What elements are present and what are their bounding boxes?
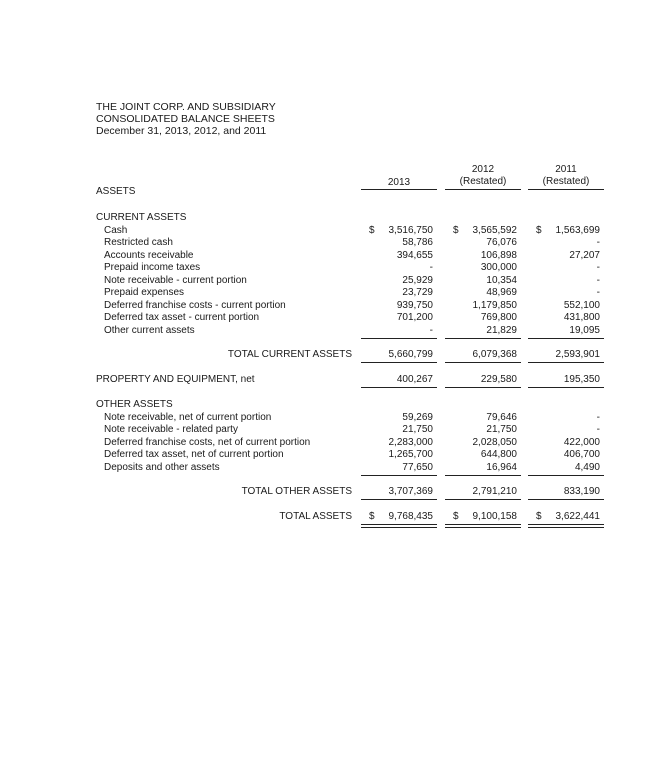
- subtotal-rule: [445, 338, 521, 339]
- row-label-restricted-cash: Restricted cash: [104, 237, 173, 248]
- value-cell: $ 3,565,592: [453, 224, 517, 236]
- value-cell: 406,700: [563, 449, 600, 460]
- value-cell: 79,646: [486, 411, 517, 423]
- row-label-other-current-assets: Other current assets: [104, 324, 195, 336]
- current-assets-values-2012: [445, 225, 521, 338]
- value-cell: 2,028,050: [472, 436, 517, 448]
- column-header-2011: [528, 164, 604, 188]
- double-underline: [445, 524, 521, 528]
- value-cell: 701,200: [396, 312, 433, 323]
- property-equipment-2011: 195,350: [563, 374, 600, 385]
- value-cell: 19,095: [569, 324, 600, 336]
- row-label-accounts-receivable: Accounts receivable: [104, 249, 194, 261]
- value-cell: 21,750: [402, 424, 433, 435]
- value-cell: 25,929: [402, 274, 433, 286]
- subtotal-rule: [528, 338, 604, 339]
- value-cell: 4,490: [574, 461, 600, 473]
- value-cell: 21,750: [486, 424, 517, 435]
- value-cell: 939,750: [396, 299, 433, 311]
- value-cell: $ 3,516,750: [369, 224, 433, 236]
- row-label-deferred-tax-noncurrent: Deferred tax asset, net of current portion: [104, 449, 284, 460]
- company-name: THE JOINT CORP. AND SUBSIDIARY: [96, 101, 276, 113]
- column-year: 2011: [555, 164, 577, 175]
- property-equipment-2012: 229,580: [480, 374, 517, 385]
- value-cell: 422,000: [563, 436, 600, 448]
- value-cell: 23,729: [402, 287, 433, 298]
- column-year: 2012: [471, 164, 495, 175]
- total-rule: [361, 362, 437, 363]
- row-label-cash: Cash: [104, 224, 128, 236]
- value-cell: 10,354: [486, 274, 517, 286]
- row-label-prepaid-income-taxes: Prepaid income taxes: [104, 262, 201, 273]
- assets-heading: ASSETS: [96, 186, 136, 197]
- total-rule: [528, 362, 604, 363]
- double-underline: [528, 524, 604, 528]
- currency-symbol: $: [453, 511, 459, 522]
- total-assets-label: TOTAL ASSETS: [279, 511, 352, 522]
- total-rule: [528, 387, 604, 388]
- row-label-note-receivable-current: Note receivable - current portion: [104, 274, 247, 286]
- current-assets-values-2013: [361, 225, 437, 338]
- property-equipment-label: PROPERTY AND EQUIPMENT, net: [96, 374, 255, 385]
- current-assets-heading: CURRENT ASSETS: [96, 212, 187, 223]
- value-cell: 552,100: [563, 299, 600, 311]
- row-label-note-receivable-related: Note receivable - related party: [104, 424, 238, 435]
- header-rule: [445, 189, 521, 190]
- value-cell: 431,800: [563, 312, 600, 323]
- total-other-assets-label: TOTAL OTHER ASSETS: [241, 486, 352, 497]
- value-cell: 1,265,700: [388, 449, 433, 460]
- statement-title: CONSOLIDATED BALANCE SHEETS: [96, 113, 275, 125]
- value-cell: $ 1,563,699: [536, 224, 600, 236]
- row-label-prepaid-expenses: Prepaid expenses: [104, 287, 185, 298]
- row-label-deferred-franchise-noncurrent: Deferred franchise costs, net of current portion: [104, 436, 311, 448]
- total-other-assets-2013: 3,707,369: [388, 486, 433, 497]
- value-cell: -: [429, 262, 433, 273]
- currency-symbol: $: [453, 224, 459, 236]
- value-cell: 394,655: [396, 249, 433, 261]
- subtotal-rule: [361, 475, 437, 476]
- value-cell: 1,179,850: [472, 299, 517, 311]
- header-rule: [528, 189, 604, 190]
- row-label-deferred-franchise-current: Deferred franchise costs - current portion: [104, 299, 286, 311]
- value-cell: -: [596, 287, 600, 298]
- total-other-assets-2012: 2,791,210: [472, 486, 517, 497]
- total-current-assets-2013: 5,660,799: [388, 349, 433, 360]
- total-assets-2011: $ 3,622,441: [536, 511, 600, 522]
- value-cell: 76,076: [486, 237, 517, 248]
- value-cell: 58,786: [402, 237, 433, 248]
- currency-symbol: $: [536, 511, 542, 522]
- value-cell: 27,207: [569, 249, 600, 261]
- column-year: 2013: [387, 177, 411, 188]
- value-cell: 59,269: [402, 411, 433, 423]
- row-label-deferred-tax-current: Deferred tax asset - current portion: [104, 312, 260, 323]
- total-rule: [361, 387, 437, 388]
- row-label-note-receivable-noncurrent: Note receivable, net of current portion: [104, 411, 272, 423]
- value-cell: -: [596, 237, 600, 248]
- column-header-2013: [361, 177, 437, 189]
- total-rule: [445, 499, 521, 500]
- currency-symbol: $: [369, 224, 375, 236]
- currency-symbol: $: [536, 224, 542, 236]
- value-cell: 16,964: [486, 461, 517, 473]
- value-cell: 2,283,000: [388, 436, 433, 448]
- value-cell: 106,898: [480, 249, 517, 261]
- value-cell: 77,650: [402, 461, 433, 473]
- total-assets-2013: $ 9,768,435: [369, 511, 433, 522]
- value-cell: -: [596, 262, 600, 273]
- value-cell: 48,969: [486, 287, 517, 298]
- total-rule: [528, 499, 604, 500]
- value-cell: 769,800: [480, 312, 517, 323]
- total-rule: [445, 387, 521, 388]
- subtotal-rule: [445, 475, 521, 476]
- column-note: (Restated): [542, 176, 590, 187]
- value-cell: -: [596, 424, 600, 435]
- value-cell: 644,800: [480, 449, 517, 460]
- row-label-deposits-other: Deposits and other assets: [104, 461, 220, 473]
- subtotal-rule: [361, 338, 437, 339]
- currency-symbol: $: [369, 511, 375, 522]
- total-current-assets-2011: 2,593,901: [555, 349, 600, 360]
- other-assets-values-2013: [361, 412, 437, 475]
- value-cell: 300,000: [480, 262, 517, 273]
- other-assets-values-2011: [528, 412, 604, 475]
- current-assets-values-2011: [528, 225, 604, 338]
- total-assets-2012: $ 9,100,158: [453, 511, 517, 522]
- total-current-assets-label: TOTAL CURRENT ASSETS: [227, 349, 352, 360]
- subtotal-rule: [528, 475, 604, 476]
- value-cell: -: [596, 411, 600, 423]
- statement-period: December 31, 2013, 2012, and 2011: [96, 125, 267, 137]
- value-cell: 21,829: [486, 324, 517, 336]
- other-assets-values-2012: [445, 412, 521, 475]
- total-rule: [445, 362, 521, 363]
- total-other-assets-2011: 833,190: [563, 486, 600, 497]
- column-note: (Restated): [459, 176, 507, 187]
- value-cell: -: [429, 324, 433, 336]
- double-underline: [361, 524, 437, 528]
- property-equipment-2013: 400,267: [396, 374, 433, 385]
- header-rule: [361, 189, 437, 190]
- total-current-assets-2012: 6,079,368: [472, 349, 517, 360]
- column-header-2012: [445, 164, 521, 188]
- total-rule: [361, 499, 437, 500]
- other-assets-heading: OTHER ASSETS: [96, 399, 173, 410]
- value-cell: -: [596, 274, 600, 286]
